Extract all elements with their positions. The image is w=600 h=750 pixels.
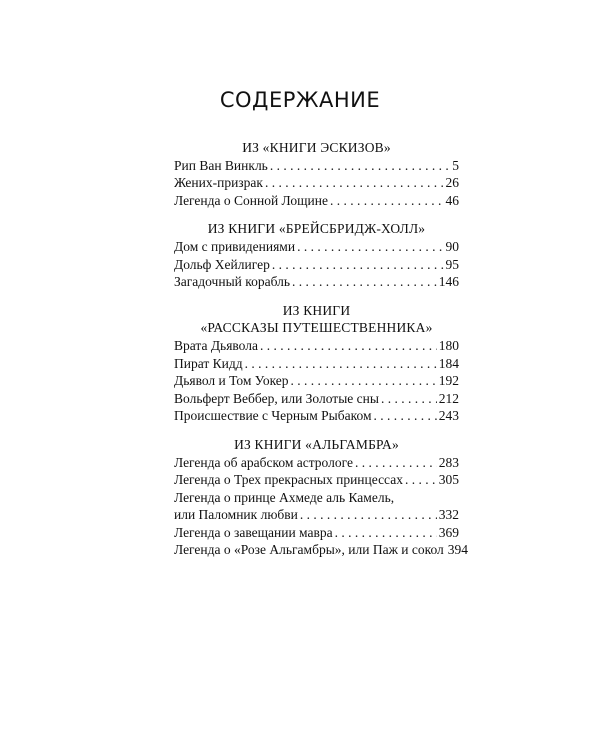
dot-leader xyxy=(381,390,437,408)
entry-title: Рип Ван Винкль xyxy=(174,157,268,173)
entry-title: Легенда о Сонной Лощине xyxy=(174,192,328,208)
entry-title: Врата Дьявола xyxy=(174,337,258,353)
entry-page-number: 394 xyxy=(447,542,469,558)
entry-title: Вольферт Веббер, или Золотые сны xyxy=(174,390,379,406)
entry-page-number: 192 xyxy=(438,373,459,389)
toc-section xyxy=(174,220,459,290)
dot-leader xyxy=(292,273,437,291)
section-heading: ИЗ КНИГИ «БРЕЙСБРИДЖ-ХОЛЛ» xyxy=(207,221,426,237)
entry-title: Дом с привидениями xyxy=(174,238,296,254)
entry-page-number: 184 xyxy=(438,355,459,371)
entry-page-number: 369 xyxy=(438,524,459,540)
toc-entry[interactable] xyxy=(174,174,459,192)
toc-entry[interactable] xyxy=(174,390,459,408)
toc-entry[interactable] xyxy=(174,256,459,274)
entry-title: Загадочный корабль xyxy=(174,274,291,290)
entry-page-number: 26 xyxy=(445,175,459,191)
entry-page-number: 46 xyxy=(445,192,459,208)
entry-title: Дольф Хейлигер xyxy=(174,256,270,272)
dot-leader xyxy=(270,157,450,175)
entry-page-number: 283 xyxy=(438,454,459,470)
entry-title: Легенда о «Розе Альгамбры», или Паж и сокол xyxy=(174,542,444,558)
entry-title: Легенда о Трех прекрасных принцессах xyxy=(174,472,403,488)
section-heading: ИЗ «КНИГИ ЭСКИЗОВ» xyxy=(242,140,391,155)
toc-section xyxy=(174,139,459,209)
entry-title: Пират Кидд xyxy=(174,355,243,371)
entry-title: Легенда о завещании мавра xyxy=(174,524,333,540)
dot-leader xyxy=(260,337,437,355)
page-title: СОДЕРЖАНИЕ xyxy=(219,88,381,112)
entry-page-number: 146 xyxy=(438,274,459,290)
entry-page-number: 90 xyxy=(445,238,459,254)
dot-leader xyxy=(265,174,444,192)
toc-entry[interactable] xyxy=(174,506,459,524)
toc-section xyxy=(174,302,459,425)
dot-leader xyxy=(272,256,444,274)
section-heading: ИЗ КНИГИ xyxy=(282,302,351,318)
entry-title: Дьявол и Том Уокер xyxy=(174,373,289,389)
toc-entry[interactable] xyxy=(174,157,459,175)
section-heading: «РАССКАЗЫ ПУТЕШЕСТВЕННИКА» xyxy=(200,320,433,336)
dot-leader xyxy=(374,407,437,425)
dot-leader xyxy=(291,372,437,390)
table-of-contents xyxy=(174,139,469,570)
toc-entry[interactable] xyxy=(174,541,469,559)
toc-entry[interactable] xyxy=(174,337,459,355)
dot-leader xyxy=(355,454,437,472)
toc-entry[interactable] xyxy=(174,355,459,373)
entry-page-number: 305 xyxy=(438,472,459,488)
toc-section xyxy=(174,436,469,559)
entry-page-number: 180 xyxy=(438,337,459,353)
toc-entry[interactable] xyxy=(174,524,459,542)
toc-entry[interactable] xyxy=(174,192,459,210)
dot-leader xyxy=(405,471,437,489)
entry-title: Легенда об арабском астрологе xyxy=(174,454,353,470)
section-heading: ИЗ КНИГИ «АЛЬГАМБРА» xyxy=(234,436,399,452)
entry-page-number: 5 xyxy=(452,157,459,173)
toc-entry[interactable] xyxy=(174,471,459,489)
entry-title: или Паломник любви xyxy=(174,507,298,523)
entry-page-number: 332 xyxy=(438,507,459,523)
dot-leader xyxy=(330,192,444,210)
toc-entry[interactable] xyxy=(174,407,459,425)
toc-entry[interactable] xyxy=(174,454,459,472)
toc-entry[interactable] xyxy=(174,238,459,256)
toc-entry[interactable] xyxy=(174,372,459,390)
entry-page-number: 212 xyxy=(438,390,459,406)
entry-title: Происшествие с Черным Рыбаком xyxy=(174,408,372,424)
dot-leader xyxy=(335,524,437,542)
dot-leader xyxy=(297,238,443,256)
toc-entry[interactable] xyxy=(174,273,459,291)
dot-leader xyxy=(245,355,437,373)
entry-title-line[interactable]: Легенда о принце Ахмеде аль Камель, xyxy=(174,489,395,505)
entry-page-number: 243 xyxy=(438,408,459,424)
entry-page-number: 95 xyxy=(445,256,459,272)
dot-leader xyxy=(300,506,437,524)
entry-title: Жених-призрак xyxy=(174,175,263,191)
